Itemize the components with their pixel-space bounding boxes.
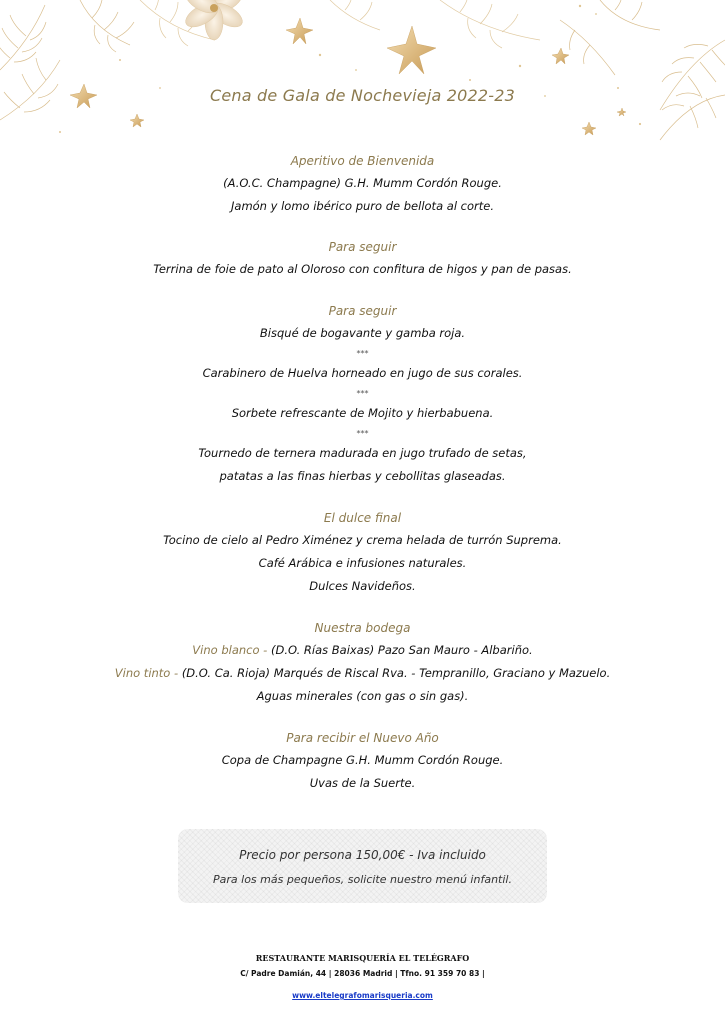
section-dulce-final (0, 507, 725, 598)
section-nuevo-ano (0, 727, 725, 795)
menu-body (0, 150, 725, 795)
star-large (387, 26, 436, 74)
section-heading: Para seguir (328, 304, 397, 318)
section-heading: Aperitivo de Bienvenida (290, 154, 435, 168)
section-heading: Para recibir el Nuevo Año (286, 731, 439, 745)
menu-line: Aguas minerales (con gas o sin gas). (256, 689, 469, 703)
menu-line: Jamón y lomo ibérico puro de bellota al corte. (231, 199, 494, 213)
flower (182, 0, 246, 40)
separator: *** (356, 349, 369, 358)
menu-line: Uvas de la Suerte. (309, 776, 416, 790)
star-small-2 (552, 48, 569, 64)
menu-line: Sorbete refrescante de Mojito y hierbabuena. (231, 406, 494, 420)
right-leaves (560, 0, 725, 140)
separator: *** (356, 429, 369, 438)
menu-line: Bisqué de bogavante y gamba roja. (259, 326, 466, 340)
wine-line-red (0, 662, 725, 685)
star-small-3 (582, 122, 596, 135)
section-bodega (0, 617, 725, 708)
website-link[interactable]: www.eltelegrafomarisqueria.com (292, 991, 433, 1000)
page-title: Cena de Gala de Nochevieja 2022-23 (209, 86, 516, 105)
wine-label: Vino blanco - (192, 643, 271, 657)
menu-line: (A.O.C. Champagne) G.H. Mumm Cordón Rouge. (223, 176, 502, 190)
star-small-4 (617, 108, 626, 116)
menu-line: Copa de Champagne G.H. Mumm Cordón Rouge. (221, 753, 504, 767)
menu-line: Carabinero de Huelva horneado en jugo de sus corales. (202, 366, 523, 380)
wine-line-white (0, 639, 725, 662)
price-box (178, 829, 547, 903)
menu-line: Tournedo de ternera madurada en jugo trufado de setas, (198, 446, 527, 460)
stars (70, 18, 626, 135)
menu-line: Dulces Navideños. (309, 579, 416, 593)
wine-text: (D.O. Ca. Rioja) Marqués de Riscal Rva. - Tempranillo, Graciano y Mazuelo. (181, 666, 611, 680)
menu-line: Terrina de foie de pato al Oloroso con confitura de higos y pan de pasas. (153, 262, 572, 276)
wine-label: Vino tinto - (114, 666, 182, 680)
section-heading: Para seguir (328, 240, 397, 254)
section-para-seguir-2 (0, 300, 725, 488)
section-heading: El dulce final (323, 511, 402, 525)
menu-line: Café Arábica e infusiones naturales. (258, 556, 467, 570)
separator: *** (356, 389, 369, 398)
kids-menu-note: Para los más pequeños, solicite nuestro menú infantil. (213, 873, 512, 886)
restaurant-name: RESTAURANTE MARISQUERÍA EL TELÉGRAFO (255, 953, 470, 963)
sparkles (59, 5, 641, 133)
menu-line: Tocino de cielo al Pedro Ximénez y crema helada de turrón Suprema. (163, 533, 562, 547)
section-para-seguir-1 (0, 236, 725, 281)
footer (0, 952, 725, 1005)
menu-line: patatas a las finas hierbas y cebollitas glaseadas. (219, 469, 506, 483)
section-heading: Nuestra bodega (314, 621, 411, 635)
star-top (286, 18, 313, 44)
star-small-1 (130, 114, 144, 127)
section-aperitivo (0, 150, 725, 218)
festive-decoration (0, 0, 725, 150)
restaurant-address: C/ Padre Damián, 44 | 28036 Madrid | Tfno. 91 359 70 83 | (240, 969, 485, 978)
price-text: Precio por persona 150,00€ - Iva incluido (239, 848, 486, 862)
wine-text: (D.O. Rías Baixas) Pazo San Mauro - Albariño. (271, 643, 533, 657)
